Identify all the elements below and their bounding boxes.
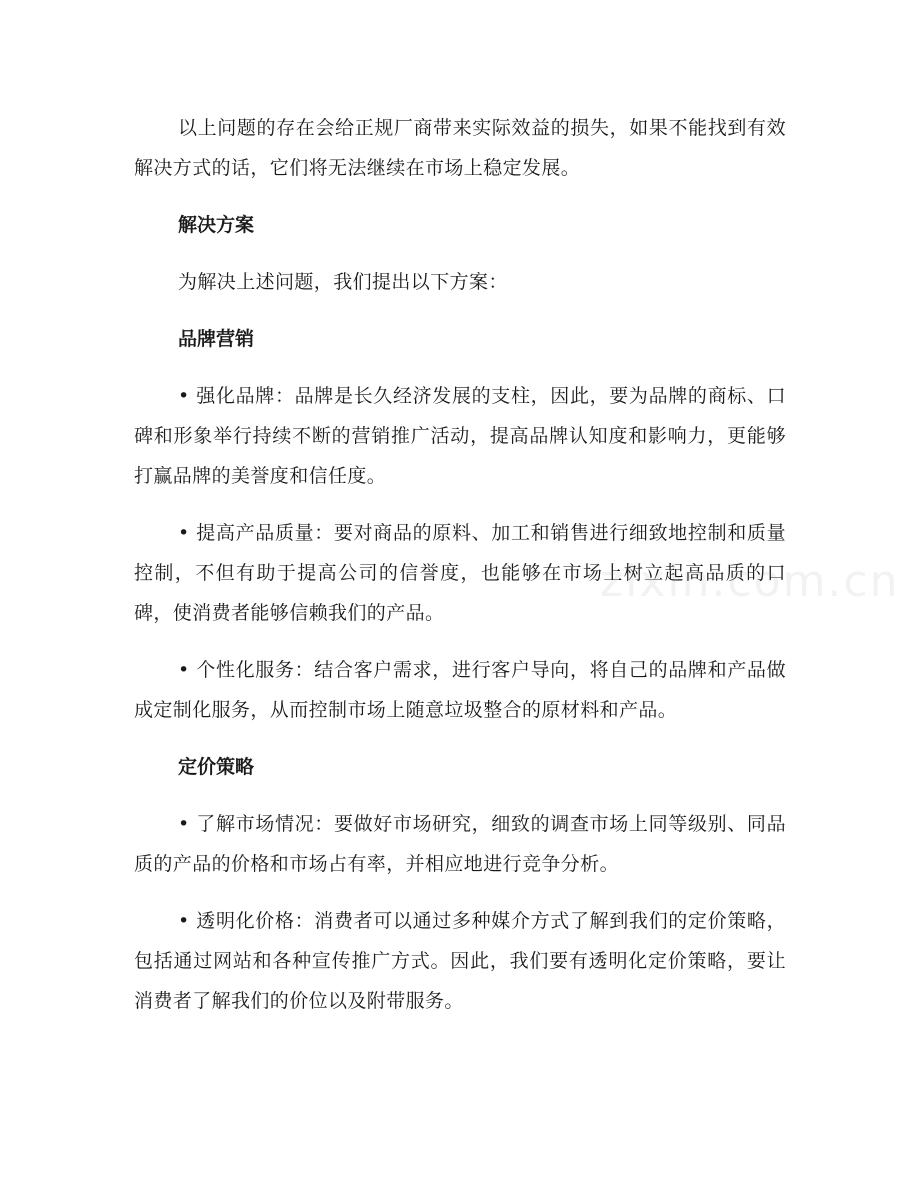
section-heading-solution: 解决方案 xyxy=(178,214,255,236)
document-body xyxy=(134,108,786,1038)
bullet-item: • 个性化服务：结合客户需求，进行客户导向，将自己的品牌和产品做成定制化服务，从而控制市场上随意垃圾整合的原材料和产品。 xyxy=(134,659,786,721)
bullet-item: • 强化品牌：品牌是长久经济发展的支柱，因此，要为品牌的商标、口碑和形象举行持续不断的营销推广活动，提高品牌认知度和影响力，更能够打赢品牌的美誉度和信任度。 xyxy=(134,385,786,487)
section-heading-brand-marketing: 品牌营销 xyxy=(178,328,255,350)
paragraph: 为解决上述问题，我们提出以下方案： xyxy=(178,271,508,293)
bullet-item: • 透明化价格：消费者可以通过多种媒介方式了解到我们的定价策略，包括通过网站和各种宣传推广方式。因此，我们要有透明化定价策略，要让消费者了解我们的价位以及附带服务。 xyxy=(134,910,786,1012)
watermark: zixin.com.cn xyxy=(600,556,900,607)
paragraph: 以上问题的存在会给正规厂商带来实际效益的损失，如果不能找到有效解决方式的话，它们将无法继续在市场上稳定发展。 xyxy=(134,117,786,179)
bullet-item: • 提高产品质量：要对商品的原料、加工和销售进行细致地控制和质量控制，不但有助于提高公司的信誉度，也能够在市场上树立起高品质的口碑，使消费者能够信赖我们的产品。 xyxy=(134,522,786,624)
bullet-item: • 了解市场情况：要做好市场研究，细致的调查市场上同等级别、同品质的产品的价格和市场占有率，并相应地进行竞争分析。 xyxy=(134,813,786,875)
section-heading-pricing-strategy: 定价策略 xyxy=(178,756,255,778)
